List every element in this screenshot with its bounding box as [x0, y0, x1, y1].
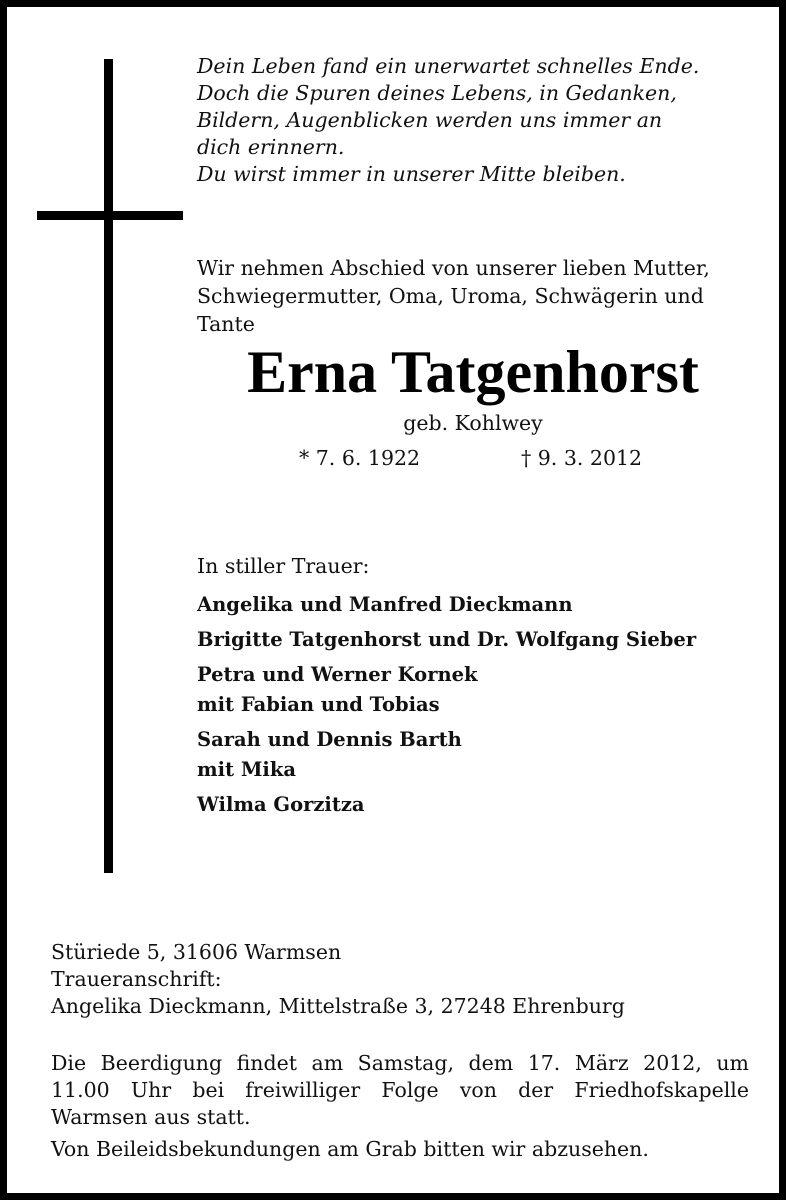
- mourner-entry: [197, 625, 757, 655]
- mourners-list: [197, 590, 757, 825]
- funeral-info: [51, 1050, 749, 1131]
- mourner-entry: [197, 725, 757, 785]
- condolence-note: Von Beileidsbekundungen am Grab bitten wir abzusehen.: [51, 1137, 649, 1161]
- intro-line: Wir nehmen Abschied von unserer lieben Mutter,: [197, 256, 710, 280]
- birth-date: * 7. 6. 1922: [299, 446, 421, 470]
- address-line: Traueranschrift:: [51, 967, 222, 991]
- mourner-line: Brigitte Tatgenhorst und Dr. Wolfgang Sieber: [197, 628, 697, 651]
- mourner-line: mit Fabian und Tobias: [197, 693, 440, 716]
- mourner-line: Angelika und Manfred Dieckmann: [197, 593, 573, 616]
- address-line: Stüriede 5, 31606 Warmsen: [51, 940, 342, 964]
- farewell-intro: [197, 254, 767, 338]
- funeral-line: 11.00 Uhr bei freiwilliger Folge von der Friedhofskapelle: [51, 1078, 749, 1102]
- mourner-line: Sarah und Dennis Barth: [197, 728, 462, 751]
- birth-name: geb. Kohlwey: [403, 411, 543, 435]
- mourner-line: mit Mika: [197, 758, 296, 781]
- mourner-line: Wilma Gorzitza: [197, 793, 365, 816]
- poem-line: Doch die Spuren deines Lebens, in Gedanken,: [197, 81, 677, 105]
- address-line: Angelika Dieckmann, Mittelstraße 3, 27248 Ehrenburg: [51, 994, 625, 1018]
- memorial-poem: [197, 53, 757, 188]
- mourner-entry: [197, 590, 757, 620]
- intro-line: Tante: [197, 312, 255, 336]
- mourning-label: In stiller Trauer:: [197, 554, 370, 578]
- address-block: [51, 939, 751, 1020]
- mourner-entry: [197, 660, 757, 720]
- poem-line: Du wirst immer in unserer Mitte bleiben.: [197, 162, 626, 186]
- death-date: † 9. 3. 2012: [521, 446, 643, 470]
- mourner-line: Petra und Werner Kornek: [197, 663, 478, 686]
- funeral-line: Die Beerdigung findet am Samstag, dem 17. März 2012, um: [51, 1051, 749, 1075]
- cross-icon-bar: [37, 211, 183, 220]
- poem-line: Bildern, Augenblicken werden uns immer an: [197, 108, 663, 132]
- intro-line: Schwiegermutter, Oma, Uroma, Schwägerin und: [197, 284, 704, 308]
- funeral-line: Warmsen aus statt.: [51, 1105, 251, 1129]
- mourner-entry: [197, 790, 757, 820]
- cross-icon: [104, 59, 113, 873]
- poem-line: Dein Leben fand ein unerwartet schnelles Ende.: [197, 54, 700, 78]
- poem-line: dich erinnern.: [197, 135, 345, 159]
- deceased-name: Erna Tatgenhorst: [247, 339, 699, 405]
